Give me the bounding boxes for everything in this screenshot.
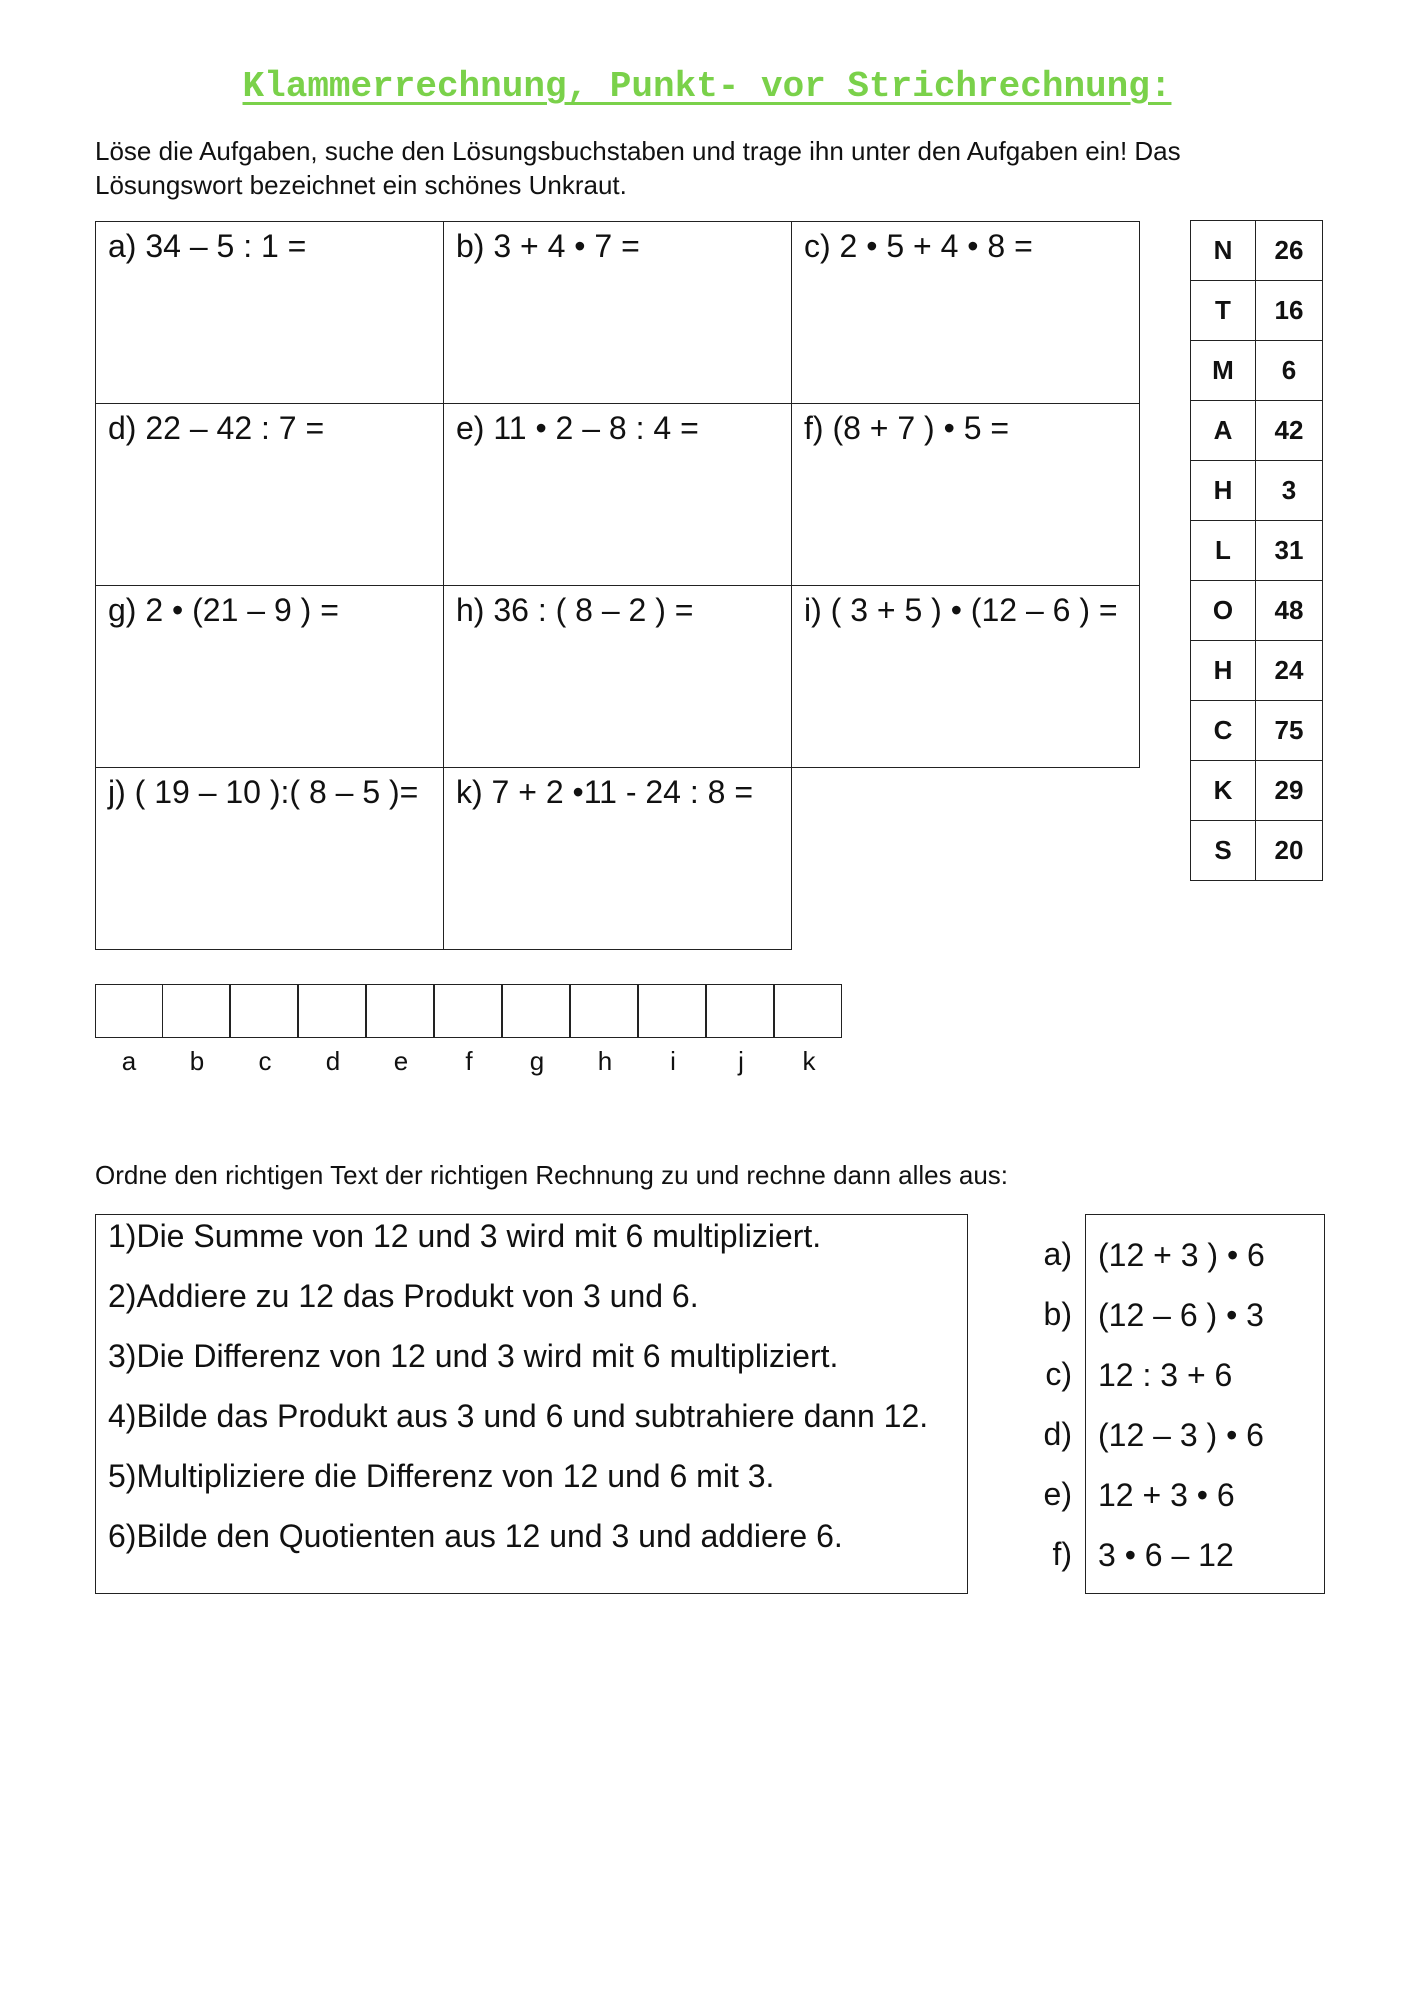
key-number: 48 [1256,581,1323,641]
answer-label: e [393,1046,409,1076]
answer-label: j [738,1046,744,1076]
key-row [1191,401,1323,461]
answer-box-c[interactable] [230,984,298,1038]
key-number: 42 [1256,401,1323,461]
calc-expression-f: 3 • 6 – 12 [1098,1537,1234,1573]
key-letter: M [1191,341,1256,401]
worksheet-title: Klammerrechnung, Punkt- vor Strichrechnung: [242,66,1172,107]
answer-label: b [189,1046,205,1076]
key-row [1191,641,1323,701]
key-row [1191,701,1323,761]
calc-expression-b: (12 – 6 ) • 3 [1098,1297,1264,1333]
answer-box-g[interactable] [502,984,570,1038]
key-number: 75 [1256,701,1323,761]
calc-label-f: f) [1052,1536,1072,1572]
calc-expression-a: (12 + 3 ) • 6 [1098,1237,1265,1273]
key-letter: L [1191,521,1256,581]
key-letter: H [1191,461,1256,521]
task-d: d) 22 – 42 : 7 = [95,403,444,586]
calc-expression-e: 12 + 3 • 6 [1098,1477,1235,1513]
task-g: g) 2 • (21 – 9 ) = [95,585,444,768]
calc-label-a: a) [1043,1236,1072,1272]
calc-label-c: c) [1045,1356,1072,1392]
answer-label: c [258,1046,272,1076]
word-problem-5: 5)Multipliziere die Differenz von 12 und 6 mit 3. [108,1458,775,1494]
key-number: 16 [1256,281,1323,341]
answer-label: f [465,1046,473,1076]
answer-label: a [121,1046,137,1076]
answer-boxes [95,984,843,1077]
key-letter: O [1191,581,1256,641]
answer-box-j[interactable] [706,984,774,1038]
key-number: 24 [1256,641,1323,701]
key-number: 26 [1256,221,1323,281]
task-e: e) 11 • 2 – 8 : 4 = [443,403,792,586]
key-row [1191,461,1323,521]
answer-box-h[interactable] [570,984,638,1038]
answer-box-a[interactable] [95,984,163,1038]
task-c: c) 2 • 5 + 4 • 8 = [791,221,1140,404]
word-problem-1: 1)Die Summe von 12 und 3 wird mit 6 multipliziert. [108,1218,822,1254]
solution-key-table [1190,220,1323,881]
task-i: i) ( 3 + 5 ) • (12 – 6 ) = [791,585,1140,768]
key-row [1191,341,1323,401]
key-row [1191,221,1323,281]
word-problem-2: 2)Addiere zu 12 das Produkt von 3 und 6. [108,1278,699,1314]
answer-label: k [802,1046,816,1076]
calc-expression-d: (12 – 3 ) • 6 [1098,1417,1264,1453]
key-letter: T [1191,281,1256,341]
key-letter: H [1191,641,1256,701]
key-number: 6 [1256,341,1323,401]
task-f: f) (8 + 7 ) • 5 = [791,403,1140,586]
answer-box-d[interactable] [298,984,366,1038]
calculation-labels [1030,1230,1072,1590]
task-j: j) ( 19 – 10 ):( 8 – 5 )= [95,767,444,950]
key-number: 31 [1256,521,1323,581]
calc-label-e: e) [1043,1476,1072,1512]
word-problem-6: 6)Bilde den Quotienten aus 12 und 3 und addiere 6. [108,1518,843,1554]
calc-label-b: b) [1043,1296,1072,1332]
key-row [1191,281,1323,341]
word-problem-4: 4)Bilde das Produkt aus 3 und 6 und subtrahiere dann 12. [108,1398,929,1434]
task-b: b) 3 + 4 • 7 = [443,221,792,404]
answer-label: d [325,1046,341,1076]
key-row [1191,521,1323,581]
answer-box-f[interactable] [434,984,502,1038]
key-letter: C [1191,701,1256,761]
answer-box-k[interactable] [774,984,842,1038]
key-row [1191,821,1323,881]
task-a: a) 34 – 5 : 1 = [95,221,444,404]
task-h: h) 36 : ( 8 – 2 ) = [443,585,792,768]
word-problem-3: 3)Die Differenz von 12 und 3 wird mit 6 multipliziert. [108,1338,839,1374]
instructions-text: Löse die Aufgaben, suche den Lösungsbuchstaben und trage ihn unter den Aufgaben ein! Das Lösungswort bezeichnet ein schönes Unkraut. [95,136,1181,200]
answer-box-i[interactable] [638,984,706,1038]
word-problems-box [95,1214,968,1594]
answer-box-b[interactable] [162,984,230,1038]
key-number: 20 [1256,821,1323,881]
answer-box-e[interactable] [366,984,434,1038]
key-row [1191,581,1323,641]
calc-expression-c: 12 : 3 + 6 [1098,1357,1233,1393]
answer-label: i [670,1046,676,1076]
key-number: 29 [1256,761,1323,821]
answer-label: g [529,1046,545,1076]
key-letter: K [1191,761,1256,821]
key-letter: S [1191,821,1256,881]
task-k: k) 7 + 2 •11 - 24 : 8 = [443,767,792,950]
matching-instructions: Ordne den richtigen Text der richtigen Rechnung zu und rechne dann alles aus: [95,1160,1008,1190]
calc-label-d: d) [1043,1416,1072,1452]
calculations-box [1085,1214,1325,1594]
key-letter: A [1191,401,1256,461]
answer-label: h [597,1046,613,1076]
key-letter: N [1191,221,1256,281]
key-number: 3 [1256,461,1323,521]
key-row [1191,761,1323,821]
